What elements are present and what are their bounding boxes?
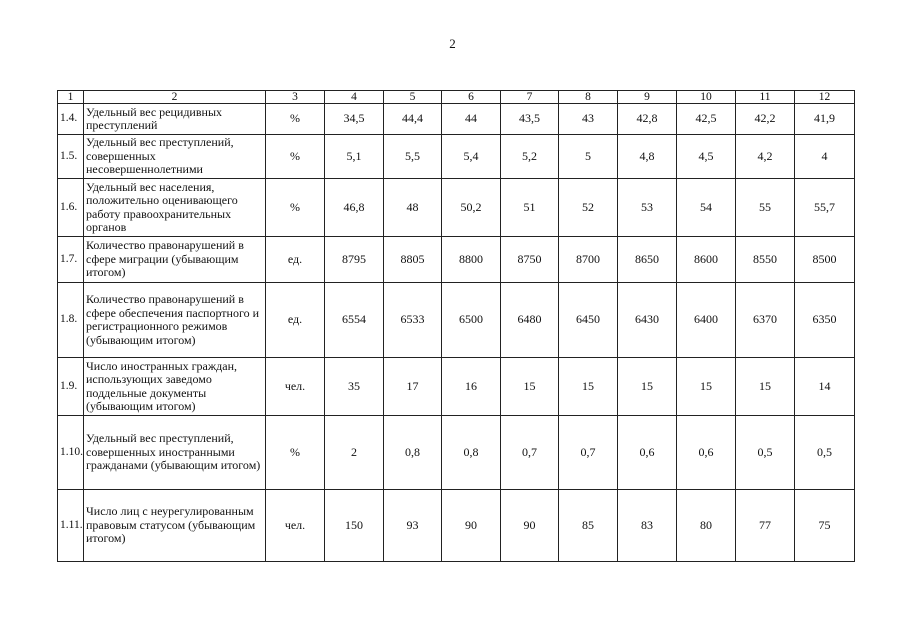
column-header: 8: [559, 91, 618, 104]
row-number: 1.7.: [58, 237, 84, 283]
indicator-name: Число иностранных граждан, использующих заведомо поддельные документы (убывающим итогом): [84, 358, 266, 416]
value-cell: 6350: [795, 283, 855, 358]
value-cell: 48: [384, 179, 442, 237]
value-cell: 6480: [501, 283, 559, 358]
value-cell: 42,2: [736, 104, 795, 135]
table-row: [58, 237, 855, 283]
value-cell: 5,1: [325, 135, 384, 179]
value-cell: 51: [501, 179, 559, 237]
value-cell: 8795: [325, 237, 384, 283]
value-cell: 83: [618, 490, 677, 562]
value-cell: 0,7: [559, 416, 618, 490]
value-cell: 43: [559, 104, 618, 135]
value-cell: 41,9: [795, 104, 855, 135]
value-cell: 6400: [677, 283, 736, 358]
value-cell: 4,8: [618, 135, 677, 179]
value-cell: 8750: [501, 237, 559, 283]
indicators-table: [57, 90, 855, 562]
column-header: 1: [58, 91, 84, 104]
column-header: 9: [618, 91, 677, 104]
value-cell: 2: [325, 416, 384, 490]
table-row: [58, 283, 855, 358]
unit-cell: %: [266, 135, 325, 179]
value-cell: 6370: [736, 283, 795, 358]
value-cell: 42,8: [618, 104, 677, 135]
indicator-name: Удельный вес населения, положительно оценивающего работу правоохранительных органов: [84, 179, 266, 237]
value-cell: 0,8: [384, 416, 442, 490]
value-cell: 6450: [559, 283, 618, 358]
value-cell: 0,7: [501, 416, 559, 490]
value-cell: 5: [559, 135, 618, 179]
value-cell: 15: [677, 358, 736, 416]
unit-cell: чел.: [266, 490, 325, 562]
value-cell: 5,2: [501, 135, 559, 179]
value-cell: 0,6: [677, 416, 736, 490]
row-number: 1.6.: [58, 179, 84, 237]
unit-cell: ед.: [266, 283, 325, 358]
column-header: 11: [736, 91, 795, 104]
indicator-name: Количество правонарушений в сфере обеспечения паспортного и регистрационного режимов (убывающим итогом): [84, 283, 266, 358]
indicator-name: Количество правонарушений в сфере миграции (убывающим итогом): [84, 237, 266, 283]
value-cell: 55: [736, 179, 795, 237]
unit-cell: ед.: [266, 237, 325, 283]
value-cell: 0,5: [736, 416, 795, 490]
value-cell: 14: [795, 358, 855, 416]
column-header: 6: [442, 91, 501, 104]
value-cell: 52: [559, 179, 618, 237]
unit-cell: чел.: [266, 358, 325, 416]
table-row: [58, 490, 855, 562]
value-cell: 6554: [325, 283, 384, 358]
row-number: 1.11.: [58, 490, 84, 562]
value-cell: 75: [795, 490, 855, 562]
value-cell: 42,5: [677, 104, 736, 135]
value-cell: 5,5: [384, 135, 442, 179]
column-header: 3: [266, 91, 325, 104]
value-cell: 53: [618, 179, 677, 237]
value-cell: 46,8: [325, 179, 384, 237]
page-number: 2: [449, 36, 456, 51]
value-cell: 8700: [559, 237, 618, 283]
unit-cell: %: [266, 179, 325, 237]
value-cell: 15: [559, 358, 618, 416]
value-cell: 90: [501, 490, 559, 562]
value-cell: 6430: [618, 283, 677, 358]
column-header: 2: [84, 91, 266, 104]
value-cell: 55,7: [795, 179, 855, 237]
value-cell: 44: [442, 104, 501, 135]
value-cell: 8800: [442, 237, 501, 283]
table-row: [58, 179, 855, 237]
value-cell: 80: [677, 490, 736, 562]
row-number: 1.4.: [58, 104, 84, 135]
value-cell: 15: [501, 358, 559, 416]
indicator-name: Число лиц с неурегулированным правовым статусом (убывающим итогом): [84, 490, 266, 562]
value-cell: 16: [442, 358, 501, 416]
row-number: 1.5.: [58, 135, 84, 179]
value-cell: 8805: [384, 237, 442, 283]
value-cell: 44,4: [384, 104, 442, 135]
column-header: 12: [795, 91, 855, 104]
value-cell: 15: [618, 358, 677, 416]
indicator-name: Удельный вес преступлений, совершенных иностранными гражданами (убывающим итогом): [84, 416, 266, 490]
value-cell: 85: [559, 490, 618, 562]
value-cell: 4: [795, 135, 855, 179]
value-cell: 0,5: [795, 416, 855, 490]
value-cell: 4,2: [736, 135, 795, 179]
value-cell: 93: [384, 490, 442, 562]
row-number: 1.9.: [58, 358, 84, 416]
table-row: [58, 416, 855, 490]
value-cell: 5,4: [442, 135, 501, 179]
table-row: [58, 135, 855, 179]
indicator-name: Удельный вес преступлений, совершенных несовершеннолетними: [84, 135, 266, 179]
value-cell: 50,2: [442, 179, 501, 237]
header-row: [58, 91, 855, 104]
value-cell: 8650: [618, 237, 677, 283]
value-cell: 4,5: [677, 135, 736, 179]
column-header: 10: [677, 91, 736, 104]
row-number: 1.8.: [58, 283, 84, 358]
unit-cell: %: [266, 416, 325, 490]
value-cell: 6500: [442, 283, 501, 358]
value-cell: 8500: [795, 237, 855, 283]
value-cell: 0,6: [618, 416, 677, 490]
row-number: 1.10.: [58, 416, 84, 490]
unit-cell: %: [266, 104, 325, 135]
value-cell: 43,5: [501, 104, 559, 135]
column-header: 4: [325, 91, 384, 104]
value-cell: 35: [325, 358, 384, 416]
value-cell: 17: [384, 358, 442, 416]
value-cell: 15: [736, 358, 795, 416]
value-cell: 150: [325, 490, 384, 562]
value-cell: 77: [736, 490, 795, 562]
value-cell: 54: [677, 179, 736, 237]
indicator-name: Удельный вес рецидивных преступлений: [84, 104, 266, 135]
value-cell: 6533: [384, 283, 442, 358]
value-cell: 34,5: [325, 104, 384, 135]
value-cell: 8600: [677, 237, 736, 283]
table-row: [58, 358, 855, 416]
column-header: 5: [384, 91, 442, 104]
value-cell: 8550: [736, 237, 795, 283]
table-row: [58, 104, 855, 135]
value-cell: 90: [442, 490, 501, 562]
column-header: 7: [501, 91, 559, 104]
value-cell: 0,8: [442, 416, 501, 490]
